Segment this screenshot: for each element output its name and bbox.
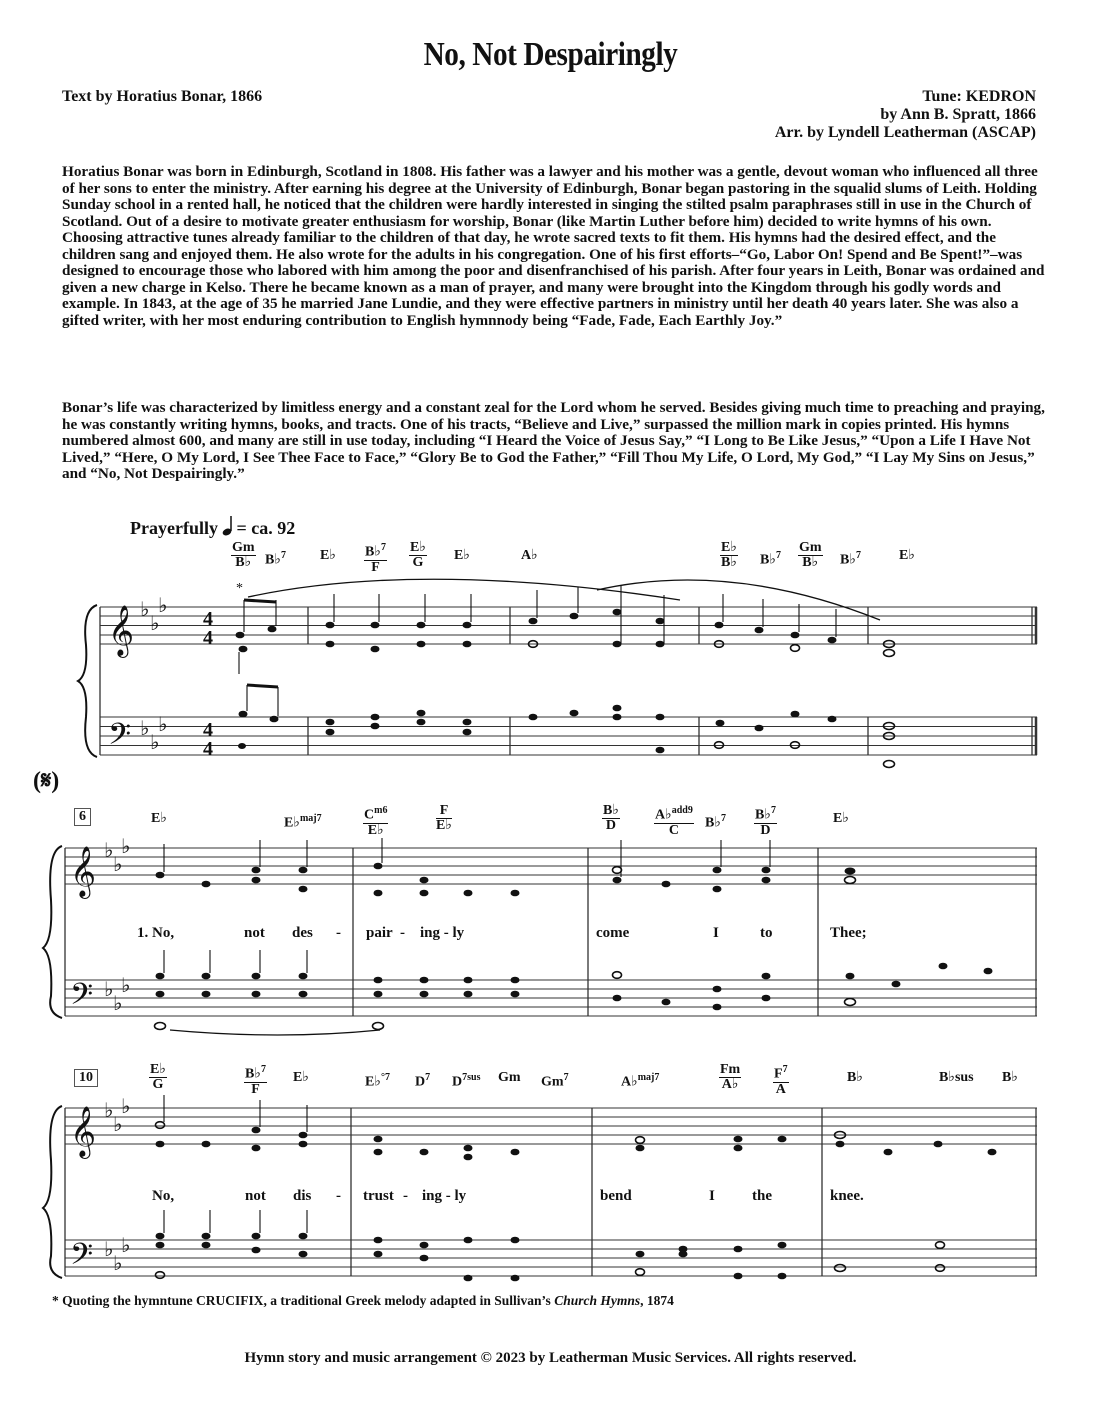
- lyric-syllable: No,: [152, 1188, 175, 1204]
- lyric-syllable: not: [244, 925, 265, 941]
- tune-composer: by Ann B. Spratt, 1866: [880, 106, 1036, 123]
- chord-symbol: $\frac{E♭}{B♭}$: [721, 540, 737, 570]
- svg-text:♭: ♭: [113, 991, 123, 1015]
- lyric-syllable: -: [400, 925, 405, 941]
- system-2: [65, 848, 1037, 1016]
- lyric-syllable: come: [596, 925, 630, 941]
- svg-text:♭: ♭: [121, 1094, 131, 1118]
- footnote-marker: *: [236, 581, 243, 596]
- lyric-syllable: the: [752, 1188, 772, 1204]
- measure-number: 10: [74, 1069, 98, 1087]
- svg-text:♭: ♭: [121, 1233, 131, 1257]
- chord-symbol: $\frac{B♭^7}{F}$: [245, 1064, 266, 1097]
- chord-symbol: $\frac{B♭^7}{F}$: [365, 542, 386, 575]
- lyric-syllable: 1. No,: [137, 925, 175, 941]
- segno-sign: (𝄋): [33, 768, 60, 794]
- chord-symbol: E♭: [899, 548, 915, 563]
- bass-staff: [65, 1240, 1037, 1276]
- measure-number: 6: [74, 808, 91, 826]
- lyric-syllable: not: [245, 1188, 266, 1204]
- chord-symbol: A♭: [521, 548, 538, 563]
- svg-text:♭: ♭: [158, 593, 168, 617]
- svg-text:♭: ♭: [158, 712, 168, 736]
- lyric-syllable: trust: [363, 1188, 394, 1204]
- lyric-syllable: -: [403, 1188, 408, 1204]
- chord-symbol: Gm$^7$: [541, 1072, 569, 1090]
- svg-text:♭: ♭: [150, 730, 160, 754]
- svg-text:4: 4: [203, 719, 213, 741]
- footnote: * Quoting the hymntune CRUCIFIX, a traditional Greek melody adapted in Sullivan’s Church Hymns, 1874: [52, 1293, 674, 1308]
- arranger: Arr. by Lyndell Leatherman (ASCAP): [774, 124, 1036, 141]
- chord-symbol: $\frac{E♭}{G}$: [410, 540, 426, 570]
- chord-symbol: E♭: [293, 1070, 309, 1085]
- chord-symbol: $\frac{B♭}{D}$: [603, 803, 619, 833]
- chord-symbol: E♭: [454, 548, 470, 563]
- chord-symbol: $\frac{Gm}{B♭}$: [799, 540, 822, 570]
- lyric-syllable: des: [292, 925, 313, 941]
- svg-text:♭: ♭: [113, 852, 123, 876]
- chord-symbol: B♭: [1002, 1070, 1018, 1085]
- lyric-syllable: ing - ly: [420, 925, 465, 941]
- chord-symbol: E♭: [320, 548, 336, 563]
- lyric-syllable: bend: [600, 1188, 632, 1204]
- chord-symbol: Gm: [498, 1070, 521, 1085]
- treble-staff: [100, 607, 1037, 644]
- svg-text:4: 4: [203, 627, 213, 649]
- chord-symbol: E♭$^{maj7}$: [284, 813, 322, 831]
- chord-symbol: E♭: [833, 811, 849, 826]
- story-paragraph-2: Bonar’s life was characterized by limitless energy and a constant zeal for the Lord whom he served. Besides giving much time to preaching and praying, he was constantly writing hymns, books, and tracts. One of his tracts, “Believe and Live,” surpassed the million mark in copies printed. His hymns numbered almost 600, and many are still in use today, including “I Heard the Voice of Jesus Say,” “I Long to Be Like Jesus,” “Upon a Life I Have Not Lived,” “Here, O My Lord, I See Thee Face to Face,” “Glory Be to God the Father,” “Fill Thou My Life, O Lord, My God,” “I Lay My Sins on Jesus,” and “No, Not Despairingly.”: [62, 399, 1045, 482]
- noteheads-systems-2-3: [156, 863, 997, 1282]
- bass-clef-icon: 𝄢: [108, 718, 132, 759]
- bass-staff: [65, 980, 1037, 1016]
- bass-staff: [100, 717, 1037, 755]
- tempo-value: = ca. 92: [236, 518, 296, 538]
- svg-text:♭: ♭: [150, 611, 160, 635]
- chord-symbol: B♭$^7$: [265, 550, 286, 568]
- chord-symbol: $\frac{F}{E♭}$: [436, 803, 452, 833]
- noteheads: [236, 609, 837, 754]
- chord-symbol: B♭sus: [939, 1070, 974, 1085]
- treble-clef-icon: 𝄞: [70, 846, 97, 897]
- chord-symbol: $D^7$: [415, 1072, 431, 1090]
- brace-icon: [43, 605, 97, 1278]
- chord-symbol: B♭$^7$: [840, 550, 861, 568]
- chord-symbol: $\frac{F^7}{A}$: [774, 1064, 788, 1097]
- treble-staff: [65, 1108, 1037, 1144]
- text-credit: Text by Horatius Bonar, 1866: [62, 88, 263, 105]
- svg-text:♭: ♭: [140, 597, 150, 621]
- bass-clef-icon: 𝄢: [70, 1238, 94, 1279]
- svg-text:♭: ♭: [113, 1251, 123, 1275]
- chord-symbol: $\frac{E♭}{G}$: [150, 1062, 166, 1092]
- story-paragraph-1: Horatius Bonar was born in Edinburgh, Scotland in 1808. His father was a lawyer and his mother was a gentle, devout woman who influenced all three of her sons to enter the ministry. After earning his degree at the University of Edinburgh, Bonar began pastoring in the squalid slums of Leith. Holding Sunday school in a rented hall, he noticed that the children were hardly interested in singing the stilted psalm paraphrases still in use in the Church of Scotland. Out of a desire to motivate greater enthusiasm for worship, Bonar (like Martin Luther before him) decided to write hymns of his own. Choosing attractive tunes already familiar to the children of that day, he wrote sacred texts to fit them. His hymns had the desired effect, and the children sang and enjoyed them. He also wrote for the adults in his congregation. One of his first efforts–“Go, Labor On! Spend and Be Spent!”–was designed to encourage those who labored with him among the poor and disenfranchised of his parish. After four years in Leith, Bonar was ordained and given a new charge in Kelso. There he became known as a man of prayer, and many were brought into the Kingdom through his godly words and example. In 1843, at the age of 35 he married Jane Lundie, and they were effective partners in ministry until her death 40 years later. She was also a gifted writer, with her most enduring contribution to English hymnnody being “Fade, Fade, Each Earthly Joy.”: [62, 163, 1045, 329]
- svg-text:♭: ♭: [113, 1112, 123, 1136]
- stems: [164, 585, 836, 1233]
- chord-symbol: B♭: [847, 1070, 863, 1085]
- chord-symbol: $D^{7sus}$: [452, 1072, 481, 1090]
- chord-symbol: A♭$^{maj7}$: [621, 1072, 660, 1090]
- chord-symbol: $\frac{A♭^{add9}}{C}$: [655, 805, 693, 838]
- tune-name: Tune: KEDRON: [922, 88, 1036, 105]
- lyric-syllable: I: [709, 1188, 715, 1204]
- lyric-syllable: dis: [293, 1188, 312, 1204]
- tempo-text: Prayerfully: [130, 518, 218, 538]
- svg-text:♭: ♭: [121, 973, 131, 997]
- lyric-syllable: pair: [366, 925, 393, 941]
- treble-clef-icon: 𝄞: [70, 1106, 97, 1157]
- lyric-syllable: knee.: [830, 1188, 864, 1204]
- system-1: [100, 607, 1037, 755]
- svg-text:♭: ♭: [104, 1237, 114, 1261]
- barlines: [100, 607, 1036, 755]
- svg-text:♭: ♭: [104, 1098, 114, 1122]
- time-signature: [203, 608, 213, 760]
- chord-symbol: E♭: [151, 811, 167, 826]
- chord-symbol: B♭$^7$: [705, 813, 726, 831]
- chord-symbol: $\frac{B♭^7}{D}$: [755, 805, 776, 838]
- svg-text:♭: ♭: [104, 838, 114, 862]
- treble-staff: [65, 848, 1037, 884]
- chord-symbol: $\frac{Gm}{B♭}$: [232, 540, 255, 570]
- svg-text:♭: ♭: [121, 834, 131, 858]
- barlines: [65, 848, 1036, 1016]
- bass-clef-icon: 𝄢: [70, 978, 94, 1019]
- treble-clef-icon: 𝄞: [108, 605, 135, 656]
- chord-symbol: E♭$^{^\circ 7}$: [365, 1072, 390, 1090]
- lyric-syllable: to: [760, 925, 773, 941]
- svg-text:♭: ♭: [140, 716, 150, 740]
- svg-text:♭: ♭: [104, 977, 114, 1001]
- lyric-syllable: I: [713, 925, 719, 941]
- lyric-syllable: Thee;: [830, 925, 867, 941]
- system-3: [65, 1108, 1037, 1276]
- chord-symbol: $\frac{Fm}{A♭}$: [720, 1062, 741, 1092]
- lyric-syllable: ing - ly: [422, 1188, 467, 1204]
- chord-symbol: $\frac{C^{m6}}{E♭}$: [364, 805, 388, 838]
- barlines: [65, 1108, 1036, 1276]
- svg-text:4: 4: [203, 738, 213, 760]
- lyric-syllable: -: [336, 1188, 341, 1204]
- copyright-notice: Hymn story and music arrangement © 2023 by Leatherman Music Services. All rights reserved.: [244, 1350, 857, 1366]
- chord-symbol: B♭$^7$: [760, 550, 781, 568]
- page-title: No, Not Despairingly: [423, 36, 678, 73]
- lyric-syllable: -: [336, 925, 341, 941]
- svg-text:4: 4: [203, 608, 213, 630]
